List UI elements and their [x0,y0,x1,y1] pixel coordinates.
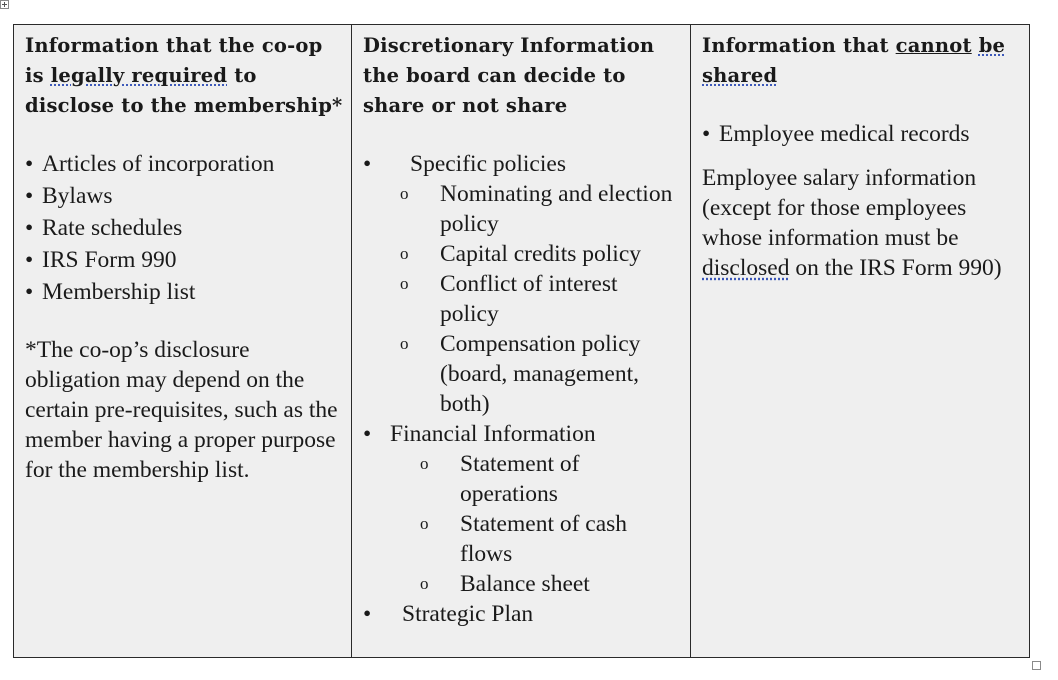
circle-bullet-icon: o [400,274,409,293]
list-item: • Specific policies [363,151,566,177]
list-item: o Capital credits policy [400,241,642,267]
list-item: • Membership list [25,277,343,307]
circle-bullet-icon: o [420,574,429,593]
list-item: • Financial Information [363,421,596,447]
list-item: o Balance sheet [420,571,590,597]
cannot-text: cannot [895,34,972,57]
bullet-icon: • [363,421,372,447]
list-item: o Conflict of interest policy [400,271,618,327]
disclosed-text: disclosed [702,255,790,281]
list-item: • Bylaws [25,181,343,211]
footnote: *The co-op’s disclosure obligation may depend on the certain pre-requisites, such as the member having a proper purpose for the membership list. [25,337,338,483]
table-resize-handle[interactable] [1032,661,1041,670]
col1-header: Information that the co-op is legally required to disclose to the membership* [25,34,343,117]
list-item: • Rate schedules [25,213,343,243]
list-item: • Employee medical records [702,119,1021,149]
circle-bullet-icon: o [420,514,429,533]
legally-required-text: legally required [50,64,228,87]
list-item: o Statement of cash flows [420,511,628,567]
be-text: be [978,34,1006,57]
list-item: • IRS Form 990 [25,245,343,275]
circle-bullet-icon: o [400,334,409,353]
table-move-handle[interactable] [0,0,9,9]
col3-header: Information that cannot be shared [702,34,1006,87]
col-legally-required [14,25,352,658]
list-item: o Statement of operations [420,451,580,507]
list-item: o Compensation policy (board, management, both) [400,331,641,417]
col-cannot-share [691,25,1030,658]
bullet-icon: • [363,151,372,177]
circle-bullet-icon: o [420,454,429,473]
circle-bullet-icon: o [400,244,409,263]
col-discretionary [352,25,691,658]
table-row [14,25,1030,658]
disclosure-table [13,24,1030,658]
bullet-icon: • [363,601,372,627]
circle-bullet-icon: o [400,184,409,203]
salary-info: Employee salary information (except for those employees whose information must be disclosed on the IRS Form 990) [702,165,1002,281]
col2-header: Discretionary Information the board can decide to share or not share [363,34,655,117]
list-item: • Articles of incorporation [25,149,343,179]
shared-text: shared [702,64,778,87]
list-item: • Strategic Plan [363,601,534,627]
list-item: o Nominating and election policy [400,181,673,237]
